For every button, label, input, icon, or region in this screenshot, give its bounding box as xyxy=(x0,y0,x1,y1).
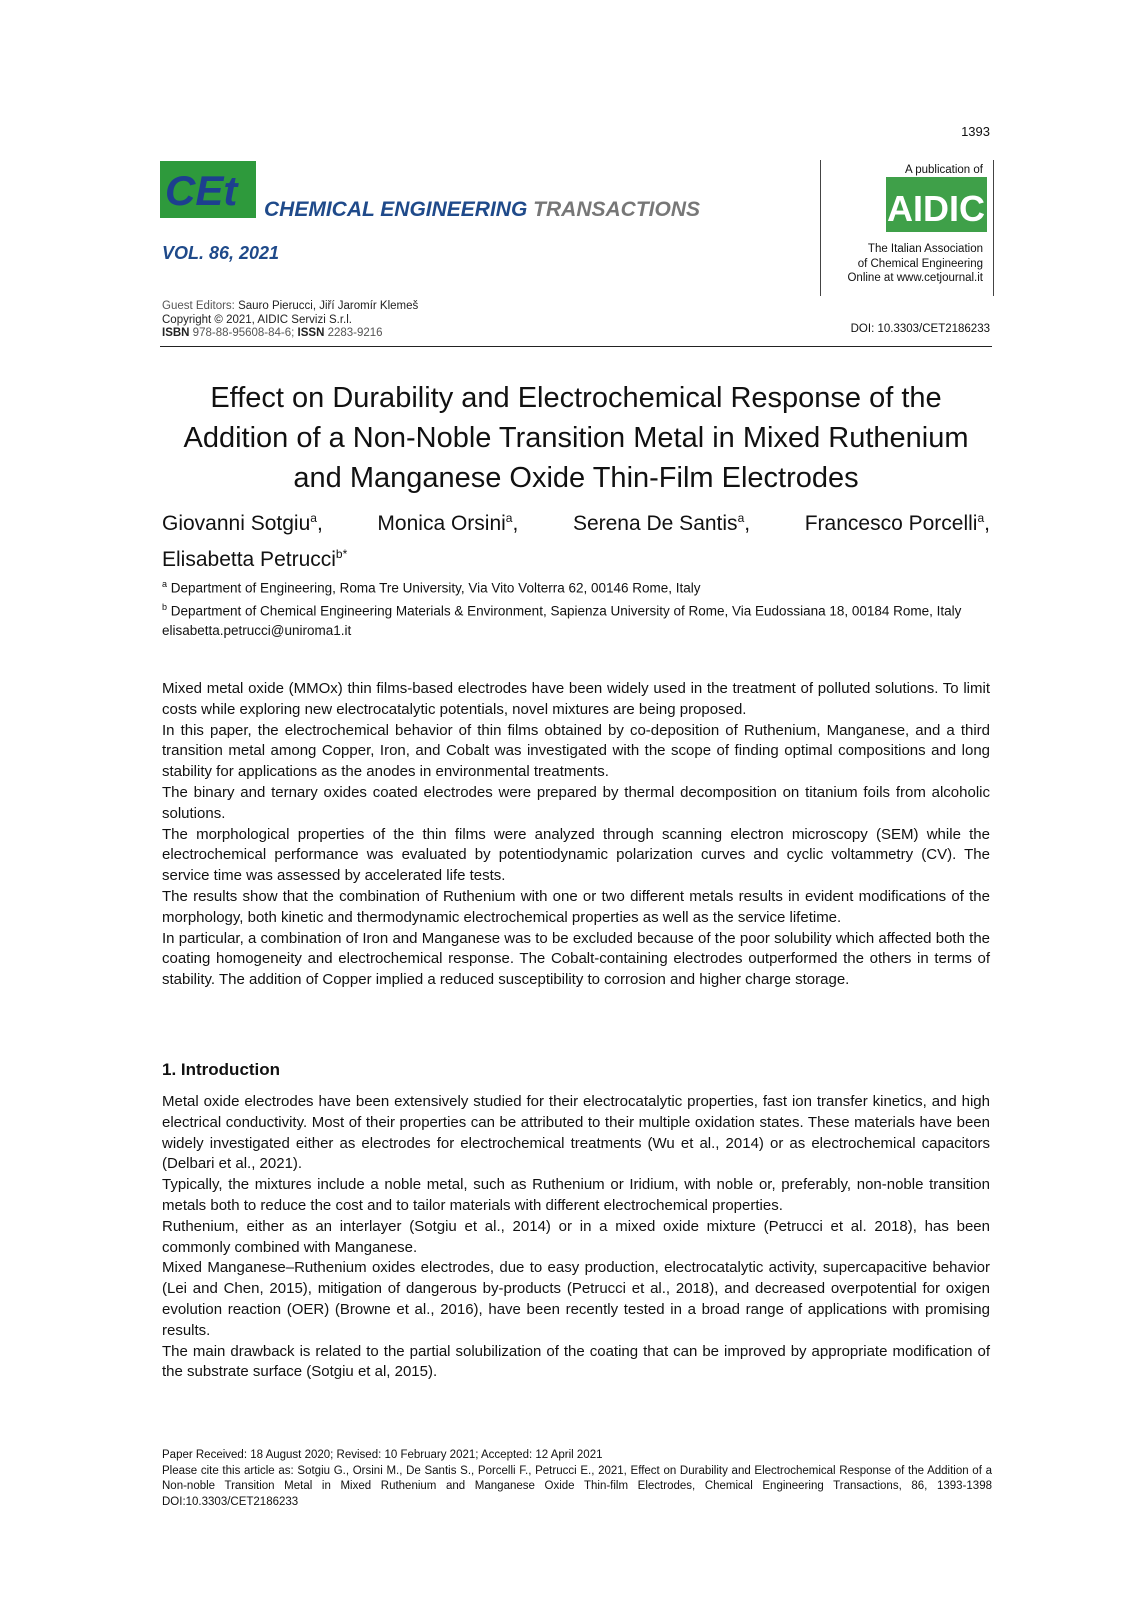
intro-paragraph: The main drawback is related to the partial solubilization of the coating that can be improved by appropriate modification of the substrate surface (Sotgiu et al, 2015). xyxy=(162,1342,990,1381)
volume: VOL. 86, 2021 xyxy=(162,243,280,263)
author: Giovanni Sotgiu$^a$, xyxy=(162,511,323,535)
footer xyxy=(162,1448,992,1510)
journal-title-sub: TRANSACTIONS xyxy=(533,198,700,221)
author-line-2 xyxy=(162,539,990,575)
corresponding-email: elisabetta.petrucci@uniroma1.it xyxy=(162,623,352,638)
cet-logo xyxy=(160,161,256,218)
author-list xyxy=(162,503,990,575)
abstract-paragraph: In this paper, the electrochemical behavior of thin films obtained by co-deposition of Ruthenium, Manganese, and a third transition metal among Copper, Iron, and Cobalt was investigated with the scope of finding optimal compositions and long stability for applications as the anodes in environmental treatments. xyxy=(162,721,990,781)
association-info xyxy=(847,242,983,286)
publication-label: A publication of xyxy=(904,164,983,176)
copyright: Copyright © 2021, AIDIC Servizi S.r.l. xyxy=(162,313,352,326)
intro-paragraph: Ruthenium, either as an interlayer (Sotgiu et al., 2014) or in a mixed oxide mixture (Petrucci et al. 2018), has been commonly combined with Manganese. xyxy=(162,1217,990,1256)
issn-number: 2283-9216 xyxy=(324,327,383,339)
abstract xyxy=(162,679,990,991)
author: Elisabetta Petrucci$^{b*}$ xyxy=(162,547,348,571)
header-rule xyxy=(160,346,992,347)
author: Francesco Porcelli$^a$, xyxy=(804,511,990,535)
author-line-1 xyxy=(162,503,990,539)
paper-title: Effect on Durability and Electrochemical Response of the Addition of a Non-Noble Transition Metal in Mixed Ruthenium and Manganese Oxide Thin-Film Electrodes xyxy=(183,382,969,494)
isbn-issn xyxy=(162,327,418,341)
cet-logo-text: CEt xyxy=(165,167,238,214)
aidic-logo-text: AIDIC xyxy=(887,188,985,229)
paper-received: Paper Received: 18 August 2020; Revised: 10 February 2021; Accepted: 12 April 2021 xyxy=(162,1449,603,1461)
association-line-1: The Italian Association xyxy=(867,243,983,255)
intro-paragraph: Mixed Manganese–Ruthenium oxides electrodes, due to easy production, electrocatalytic activity, supercapacitive behavior (Lei and Chen, 2015), mitigation of dangerous by-products (Petrucci et al., 2018), and decreased overpotential for oxigen evolution reaction (OER) (Browne et al., 2016), have been recently tested in a broad range of applications with promising results. xyxy=(162,1259,990,1339)
association-line-3: Online at www.cetjournal.it xyxy=(847,272,983,284)
publisher-box xyxy=(820,160,994,296)
isbn-number: 978-88-95608-84-6; xyxy=(189,327,298,339)
affiliation-a: $^a$ Department of Engineering, Roma Tre University, Via Vito Volterra 62, 00146 Rome, Italy xyxy=(162,579,701,596)
abstract-paragraph: In particular, a combination of Iron and Manganese was to be excluded because of the poor solubility which affected both the coating homogeneity and electrochemical response. The Cobalt-containing electrodes outperformed the others in terms of stability. The addition of Copper implied a reduced susceptibility to corrosion and higher charge storage. xyxy=(162,929,990,989)
aidic-logo xyxy=(886,177,987,232)
affiliation-b: $^b$ Department of Chemical Engineering Materials & Environment, Sapienza University of Rome, Via Eudossiana 18, 00184 Rome, Italy xyxy=(162,602,962,619)
abstract-paragraph: The results show that the combination of Ruthenium with one or two different metals results in evident modifications of the morphology, both kinetic and thermodynamic electrochemical properties as well as the service lifetime. xyxy=(162,887,990,926)
author: Serena De Santis$^a$, xyxy=(572,511,751,535)
abstract-paragraph: The morphological properties of the thin films were analyzed through scanning electron microscopy (SEM) while the electrochemical performance was evaluated by potentiodynamic polarization curves and cyclic voltammetry (CV). The service time was assessed by accelerated life tests. xyxy=(162,825,990,885)
editorial-info xyxy=(162,300,418,341)
introduction-body xyxy=(162,1092,990,1383)
doi: DOI: 10.3303/CET2186233 xyxy=(850,323,990,335)
guest-editors-label: Guest Editors: xyxy=(162,300,239,312)
journal-title xyxy=(264,198,700,222)
isbn-label: ISBN xyxy=(162,327,190,339)
abstract-paragraph: The binary and ternary oxides coated electrodes were prepared by thermal decomposition on titanium foils from alcoholic solutions. xyxy=(162,783,990,822)
page-number: 1393 xyxy=(961,124,990,139)
guest-editors-names: Sauro Pierucci, Jiří Jaromír Klemeš xyxy=(238,300,419,312)
intro-paragraph: Typically, the mixtures include a noble metal, such as Ruthenium or Iridium, with noble or, preferably, non-noble transition metals both to reduce the cost and to tailor materials with different electrochemical properties. xyxy=(162,1176,990,1214)
journal-title-main: CHEMICAL ENGINEERING xyxy=(264,198,528,221)
issn-label: ISSN xyxy=(297,327,325,339)
intro-paragraph: Metal oxide electrodes have been extensively studied for their electrocatalytic properties, fast ion transfer kinetics, and high electrical conductivity. Most of their properties can be attributed to their multiple oxidation states. These materials have been widely investigated either as electrodes for electrochemical treatments (Wu et al., 2014) or as electrochemical capacitors (Delbari et al., 2021). xyxy=(162,1093,990,1173)
guest-editors xyxy=(162,300,418,314)
abstract-paragraph: Mixed metal oxide (MMOx) thin films-based electrodes have been widely used in the treatment of polluted solutions. To limit costs while exploring new electrocatalytic potentials, novel mixtures are being proposed. xyxy=(162,680,990,718)
section-heading-introduction: 1. Introduction xyxy=(162,1060,281,1079)
association-line-2: of Chemical Engineering xyxy=(857,257,983,270)
author: Monica Orsini$^a$, xyxy=(377,511,519,535)
affiliations xyxy=(162,575,992,641)
citation: Please cite this article as: Sotgiu G., Orsini M., De Santis S., Porcelli F., Petrucci E., 2021, Effect on Durability and Electrochemical Response of the Addition of a Non-noble Transition Metal in Mixed Ruthenium and Manganese Oxide Thin-film Electrodes, Chemical Engineering Transactions, 86, 1393-1398 DOI:10.3303/CET2186233 xyxy=(162,1464,992,1508)
